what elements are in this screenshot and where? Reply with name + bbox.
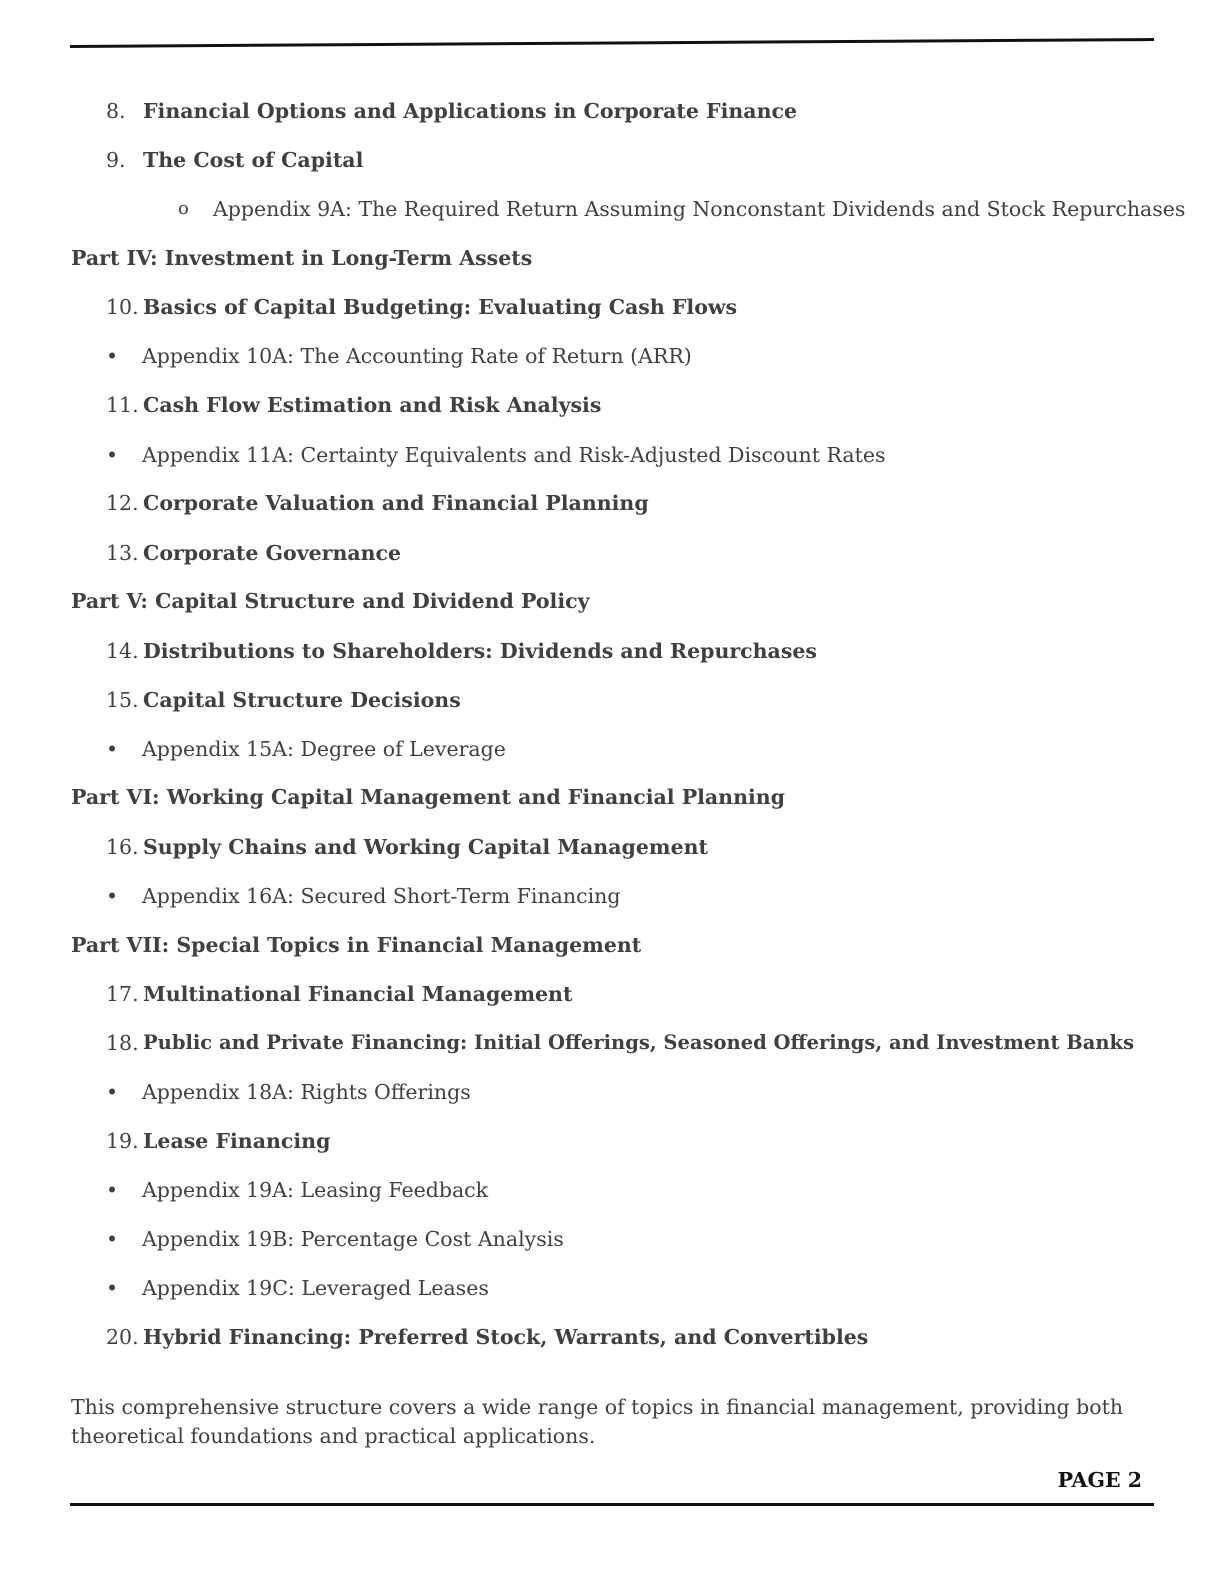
chapter-title: Capital Structure Decisions <box>143 688 461 712</box>
chapter-19 <box>0 1126 1224 1156</box>
chapter-15 <box>0 685 1224 715</box>
part-title: Part V: Capital Structure and Dividend Policy <box>71 589 590 613</box>
chapter-11 <box>0 390 1224 420</box>
chapter-title: Multinational Financial Management <box>143 982 573 1006</box>
chapter-number: 9. <box>106 148 126 172</box>
chapter-10 <box>0 292 1224 322</box>
chapter-title: Financial Options and Applications in Corporate Finance <box>143 99 798 123</box>
chapter-title: The Cost of Capital <box>143 148 364 172</box>
part-v-heading <box>0 586 1224 616</box>
appendix-title: Appendix 11A: Certainty Equivalents and Risk-Adjusted Discount Rates <box>142 443 886 467</box>
chapter-16 <box>0 832 1224 862</box>
chapter-title: Hybrid Financing: Preferred Stock, Warrants, and Convertibles <box>143 1325 869 1349</box>
chapter-8 <box>0 96 1224 126</box>
appendix-title: Appendix 19A: Leasing Feedback <box>142 1178 489 1202</box>
appendix-title: Appendix 18A: Rights Offerings <box>142 1080 471 1104</box>
chapter-number: 12. <box>106 491 139 515</box>
chapter-17 <box>0 979 1224 1009</box>
hollow-bullet-icon: o <box>178 198 189 219</box>
appendix-15a <box>0 734 1224 764</box>
part-vi-heading <box>0 782 1224 812</box>
chapter-number: 16. <box>106 835 139 859</box>
appendix-10a <box>0 341 1224 371</box>
footer-rule <box>70 1503 1154 1506</box>
chapter-title: Corporate Governance <box>143 541 402 565</box>
part-iv-heading <box>0 243 1224 273</box>
appendix-19b <box>0 1224 1224 1254</box>
chapter-title: Supply Chains and Working Capital Management <box>143 835 708 859</box>
part-title: Part IV: Investment in Long-Term Assets <box>71 246 533 270</box>
bullet-icon: • <box>106 737 119 761</box>
bullet-icon: • <box>106 1227 119 1251</box>
bullet-icon: • <box>106 1276 119 1300</box>
header-rule <box>70 38 1154 48</box>
appendix-title: Appendix 15A: Degree of Leverage <box>142 737 506 761</box>
appendix-9a <box>0 194 1224 224</box>
chapter-title: Corporate Valuation and Financial Planning <box>143 491 649 515</box>
chapter-title: Basics of Capital Budgeting: Evaluating Cash Flows <box>143 295 738 319</box>
appendix-19a <box>0 1175 1224 1205</box>
chapter-title: Cash Flow Estimation and Risk Analysis <box>143 393 602 417</box>
chapter-title: Distributions to Shareholders: Dividends and Repurchases <box>143 639 817 663</box>
chapter-18 <box>0 1028 1224 1058</box>
chapter-9 <box>0 145 1224 175</box>
chapter-13 <box>0 538 1224 568</box>
page-number: PAGE 2 <box>1057 1468 1142 1492</box>
chapter-number: 17. <box>106 982 139 1006</box>
chapter-14 <box>0 636 1224 666</box>
chapter-12 <box>0 488 1224 518</box>
chapter-number: 18. <box>106 1031 139 1055</box>
appendix-title: Appendix 19C: Leveraged Leases <box>142 1276 489 1300</box>
appendix-title: Appendix 10A: The Accounting Rate of Return (ARR) <box>142 344 692 368</box>
appendix-title: Appendix 16A: Secured Short-Term Financing <box>142 884 621 908</box>
chapter-number: 10. <box>106 295 139 319</box>
part-vii-heading <box>0 930 1224 960</box>
appendix-18a <box>0 1077 1224 1107</box>
appendix-16a <box>0 881 1224 911</box>
chapter-number: 14. <box>106 639 139 663</box>
appendix-19c <box>0 1273 1224 1303</box>
bullet-icon: • <box>106 344 119 368</box>
bullet-icon: • <box>106 884 119 908</box>
chapter-number: 20. <box>106 1325 139 1349</box>
summary-paragraph: This comprehensive structure covers a wide range of topics in financial management, providing both theoretical foundations and practical applications. <box>71 1394 1124 1448</box>
part-title: Part VI: Working Capital Management and Financial Planning <box>71 785 786 809</box>
chapter-number: 15. <box>106 688 139 712</box>
chapter-title: Lease Financing <box>143 1129 331 1153</box>
chapter-20 <box>0 1322 1224 1352</box>
chapter-number: 11. <box>106 393 139 417</box>
bullet-icon: • <box>106 1178 119 1202</box>
bullet-icon: • <box>106 1080 119 1104</box>
chapter-title: Public and Private Financing: Initial Offerings, Seasoned Offerings, and Investment Banks <box>143 1031 1135 1054</box>
bullet-icon: • <box>106 443 119 467</box>
appendix-title: Appendix 19B: Percentage Cost Analysis <box>142 1227 564 1251</box>
appendix-title: Appendix 9A: The Required Return Assuming Nonconstant Dividends and Stock Repurchases <box>213 197 1186 221</box>
chapter-number: 8. <box>106 99 126 123</box>
chapter-number: 13. <box>106 541 139 565</box>
chapter-number: 19. <box>106 1129 139 1153</box>
appendix-11a <box>0 440 1224 470</box>
part-title: Part VII: Special Topics in Financial Management <box>71 933 642 957</box>
